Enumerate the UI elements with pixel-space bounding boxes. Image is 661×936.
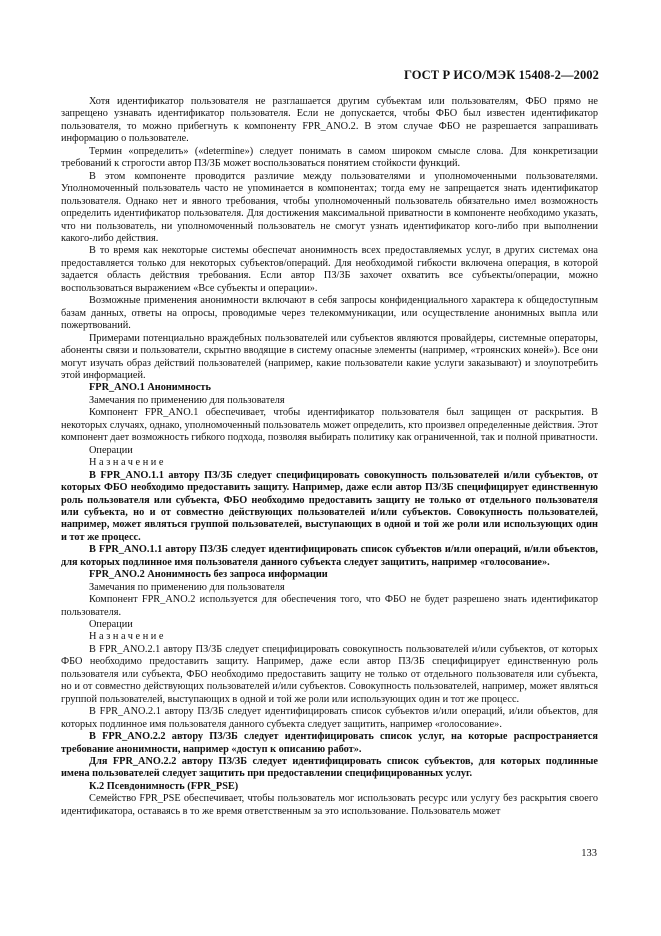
paragraph: Замечания по применению для пользователя bbox=[89, 581, 285, 593]
paragraph: Примерами потенциально враждебных пользователей или субъектов являются провайдеры, системные операторы, абоненты связи и пользователи, скрытно вводящие в систему опасные элементы (например, «троянских коней»). Все они могут изучать образ действий пользователей (например, какие пользователи какие услуги заказывают) и злоупотребить этой информацией. bbox=[61, 332, 598, 381]
paragraph: Компонент FPR_ANO.1 обеспечивает, чтобы идентификатор пользователя был защищен от раскрытия. В некоторых случаях, однако, уполномоченный пользователь может определить, кто произвел определенные действия. Этот компонент дает возможность гибкого подхода, позволяя выбирать политику как ограниченной, так и полной приватности. bbox=[61, 407, 598, 444]
paragraph: Назначение bbox=[89, 631, 167, 643]
paragraph: Операции bbox=[89, 619, 133, 631]
paragraph: Хотя идентификатор пользователя не разглашается другим субъектам или пользователям, ФБО прямо не запрещено узнавать идентификатор пользователя. Если не допускается, чтобы ФБО был известен идентификатор пользователя, то можно прибегнуть к компоненту FPR_ANO.2. В этом случае ФБО не разрешается запрашивать информацию о пользователе. bbox=[61, 96, 598, 145]
paragraph: Замечания по применению для пользователя bbox=[89, 394, 285, 406]
paragraph: В FPR_ANO.2.1 автору ПЗ/ЗБ следует специфицировать совокупность пользователей и/или субъектов, от которых ФБО необходимо предоставить защиту. Например, даже если автор ПЗ/ЗБ специфицирует единственную роль пользователя или субъекта, ФБО необходимо предоставить защиту не только от отдельного пользователя или субъекта, но и от совместно действующих пользователей и/или субъектов. Совокупность пользователей, например, может являться группой пользователей, выступающих в одной и той же роли или использующих один и тот же процесс. bbox=[61, 643, 598, 705]
document-body bbox=[61, 96, 598, 818]
standard-header: ГОСТ Р ИСО/МЭК 15408-2—2002 bbox=[403, 68, 599, 82]
page-number: 133 bbox=[581, 848, 597, 859]
paragraph: В FPR_ANO.1.1 автору ПЗ/ЗБ следует специфицировать совокупность пользователей и/или субъектов, от которых ФБО необходимо предоставить защиту. Например, даже если автор ПЗ/ЗБ специфицирует единственную роль пользователя или субъекта, ФБО необходимо предоставить защиту не только от отдельного пользователя или субъекта, но и от совместно действующих пользователей и/или субъектов. Совокупность пользователей, например, может являться группой пользователей, выступающих в одной и той же роли или использующих один и тот же процесс. bbox=[61, 469, 598, 543]
paragraph: Компонент FPR_ANO.2 используется для обеспечения того, что ФБО не будет разрешено знать идентификатор пользователя. bbox=[61, 594, 598, 618]
paragraph: Семейство FPR_PSE обеспечивает, чтобы пользователь мог использовать ресурс или услугу без раскрытия своего идентификатора, оставаясь в то же время ответственным за это использование. Пользователь может bbox=[61, 793, 598, 817]
paragraph: Операции bbox=[89, 444, 133, 456]
paragraph: FPR_ANO.1 Анонимность bbox=[89, 382, 211, 394]
paragraph: В FPR_ANO.1.1 автору ПЗ/ЗБ следует идентифицировать список субъектов и/или операций, и/или объектов, для которых подлинное имя пользователя данного субъекта следует защитить, например «голосование». bbox=[61, 544, 598, 568]
paragraph: В этом компоненте проводится различие между пользователями и уполномоченными пользователями. Уполномоченный пользователь часто не упоминается в компонентах; тогда ему не запрещается знать идентификатор пользователя. Однако нет и явного требования, чтобы уполномоченный пользователь обязательно имел возможность определить идентификатор пользователя. Для достижения максимальной приватности в компоненте необходимо указать, что ни пользователь, ни уполномоченный пользователь не смогут узнать идентификатор кого-либо при выполнении какого-либо действия. bbox=[61, 170, 598, 244]
paragraph: Термин «определить» («determine») следует понимать в самом широком смысле слова. Для конкретизации требований к строгости автор ПЗ/ЗБ может воспользоваться понятием стойкости функций. bbox=[61, 145, 598, 170]
paragraph: FPR_ANO.2 Анонимность без запроса информации bbox=[89, 569, 328, 581]
paragraph: Возможные применения анонимности включают в себя запросы конфиденциального характера к общедоступным базам данных, ответы на опросы, проводимые через телекоммуникации, или осуществление анонимных выпла или пожертвований. bbox=[61, 295, 598, 332]
paragraph: Назначение bbox=[89, 457, 167, 469]
paragraph: В FPR_ANO.2.2 автору ПЗ/ЗБ следует идентифицировать список услуг, на которые распространяется требование анонимности, например «доступ к описанию работ». bbox=[61, 731, 598, 755]
paragraph: В FPR_ANO.2.1 автору ПЗ/ЗБ следует идентифицировать список субъектов и/или операций, и/или объектов, для которых подлинное имя пользователя данного субъекта следует защитить, например «голосование». bbox=[61, 706, 598, 730]
paragraph: В то время как некоторые системы обеспечат анонимность всех предоставляемых услуг, в других системах она предоставляется только для некоторых субъектов/операций. Для необходимой гибкости включена операция, в которой задается область действия требования. Если автор ПЗ/ЗБ захочет охватить все субъекты/операции, можно воспользоваться выражением «Все субъекты и операции». bbox=[61, 245, 598, 294]
paragraph: К.2 Псевдонимность (FPR_PSE) bbox=[89, 780, 239, 792]
paragraph: Для FPR_ANO.2.2 автору ПЗ/ЗБ следует идентифицировать список субъектов, для которых подлинные имена пользователей следует защитить при предоставлении специфицированных услуг. bbox=[61, 756, 598, 780]
